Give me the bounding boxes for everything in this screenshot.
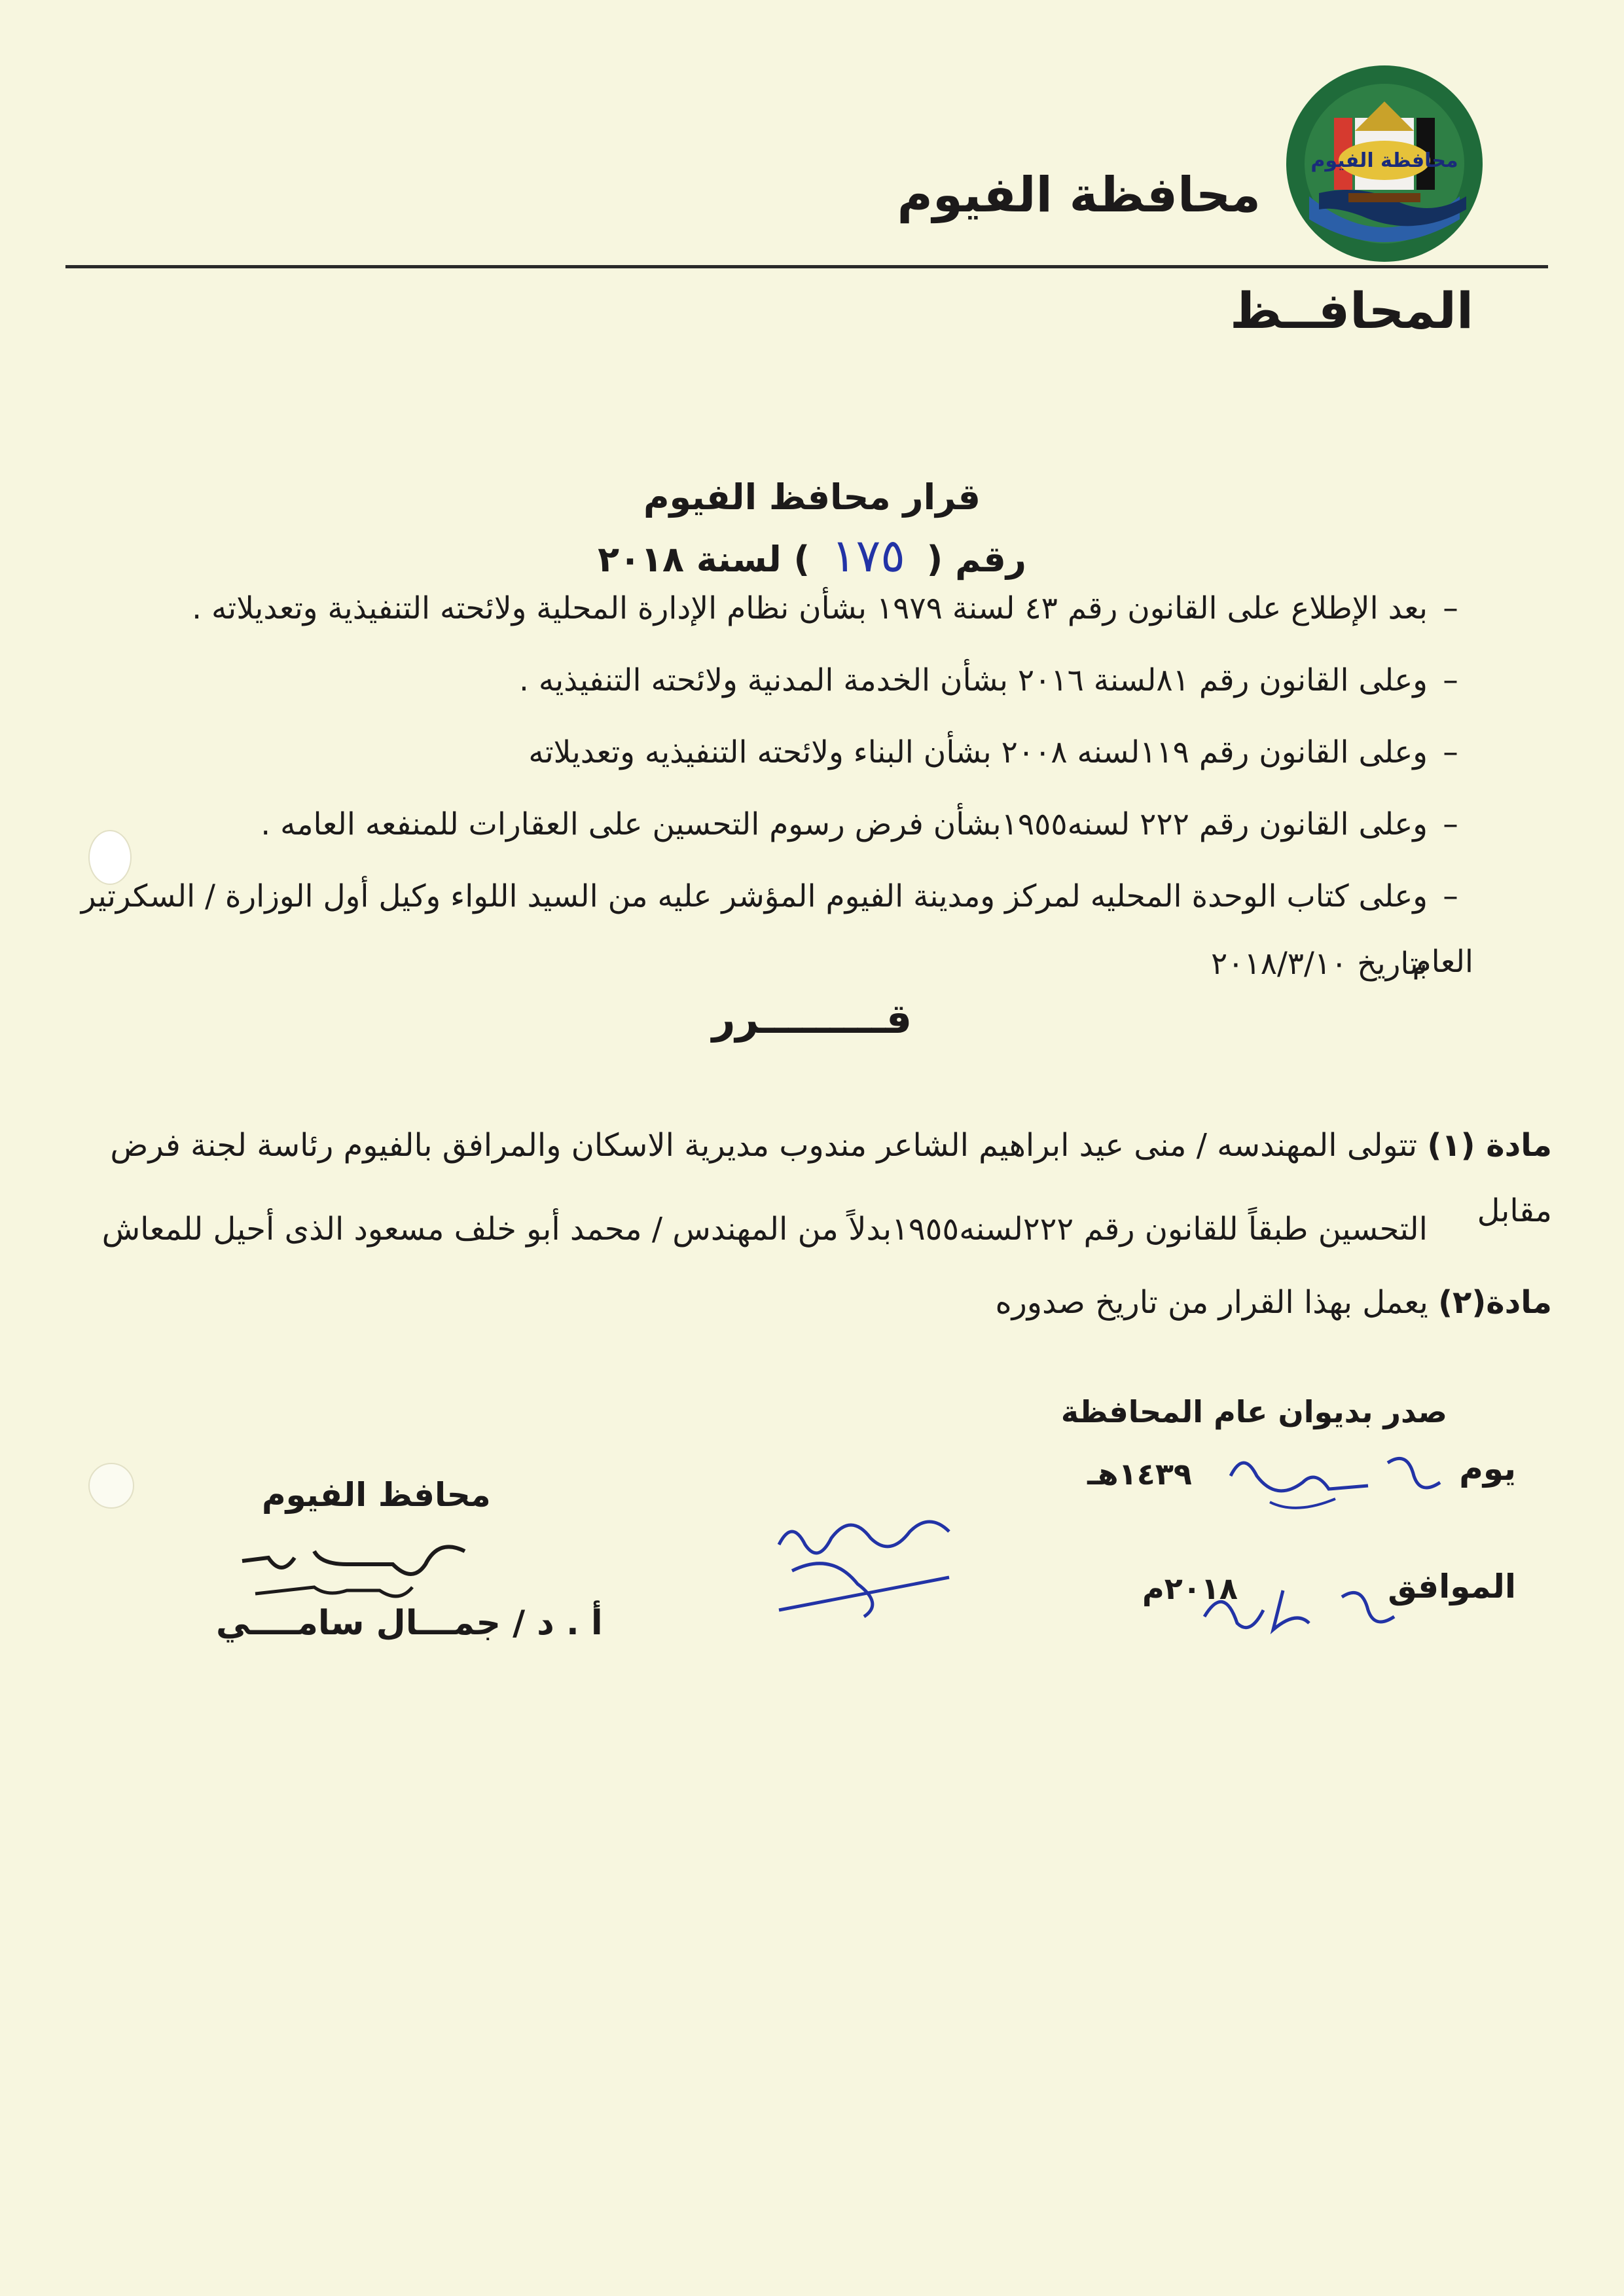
signature-title: محافظ الفيوم (262, 1476, 491, 1514)
decision-number-prefix: رقم ( (926, 539, 1026, 580)
gregorian-date: ٢٠١٨م (1142, 1571, 1238, 1606)
preamble-text: بعد الإطلاع على القانون رقم ٤٣ لسنة ١٩٧٩ بشأن نظام الإدارة المحلية ولائحته التنفيذية وتعديلاته . (192, 590, 1428, 626)
preamble-text: وعلى كتاب الوحدة المحليه لمركز ومدينة الفيوم المؤشر عليه من السيد اللواء وكيل أول الوزارة / السكرتير العام (81, 878, 1473, 980)
decides-heading: قـــــــــرر (712, 995, 912, 1043)
signature-name: أ . د / جمـــال سامــــي (216, 1604, 603, 1643)
dash-bullet: – (1443, 662, 1458, 698)
article-1-continued: التحسين طبقاً للقانون رقم ٢٢٢لسنه١٩٥٥بدلاً من المهندس / محمد أبو خلف مسعود الذى أحيل للمعاش (101, 1211, 1428, 1247)
article-text: تتولى المهندسه / منى عيد ابراهيم الشاعر مندوب مديرية الاسكان والمرافق بالفيوم رئاسة لجنة فرض مقابل (110, 1127, 1552, 1229)
preamble-item (60, 576, 1473, 641)
handwritten-hijri-date (1218, 1437, 1466, 1522)
day-label: يوم (1459, 1450, 1516, 1488)
article-label: مادة(٢) (1438, 1284, 1552, 1321)
preamble-date: بتاريخ ٢٠١٨/٣/١٠ (1210, 946, 1428, 982)
preamble-text: وعلى القانون رقم ٢٢٢ لسنه١٩٥٥بشأن فرض رسوم التحسين على العقارات للمنفعه العامه . (261, 806, 1428, 842)
article-2 (46, 1270, 1552, 1335)
dash-bullet: – (1443, 590, 1458, 626)
hijri-date: ١٤٣٩هـ (1087, 1456, 1192, 1492)
decision-number-suffix: ) لسنة ٢٠١٨ (598, 539, 810, 580)
decision-number-handwritten: ١٧٥ (831, 529, 905, 583)
preamble-item (60, 720, 1473, 785)
header-divider (65, 265, 1548, 268)
corresponding-label: الموافق (1388, 1568, 1516, 1605)
dash-bullet: – (1443, 734, 1458, 770)
governorate-name: محافظة الفيوم (897, 167, 1261, 223)
decision-number-line (0, 529, 1624, 583)
article-label: مادة (١) (1427, 1127, 1552, 1164)
dash-bullet: – (1443, 806, 1458, 842)
preamble-text: وعلى القانون رقم ١١٩لسنه ٢٠٠٨ بشأن البناء ولائحته التنفيذيه وتعديلاته (528, 734, 1428, 770)
preamble-text: وعلى القانون رقم ٨١لسنة ٢٠١٦ بشأن الخدمة المدنية ولائحته التنفيذيه . (519, 662, 1428, 698)
office-title: المحافــظ (1230, 281, 1473, 340)
preamble-item (60, 792, 1473, 857)
handwritten-gregorian-date (1198, 1564, 1414, 1643)
issued-at: صدر بديوان عام المحافظة (1060, 1394, 1447, 1429)
dash-bullet: – (1443, 878, 1458, 914)
article-text: يعمل بهذا القرار من تاريخ صدوره (995, 1284, 1428, 1321)
handwritten-initials (753, 1492, 969, 1630)
preamble-item (60, 648, 1473, 713)
punch-hole-bottom (88, 1463, 134, 1509)
governorate-emblem (1283, 62, 1486, 265)
governor-signature (216, 1525, 491, 1610)
emblem-text: محافظة الفيوم (1310, 149, 1458, 172)
decision-title: قرار محافظ الفيوم (643, 476, 981, 518)
